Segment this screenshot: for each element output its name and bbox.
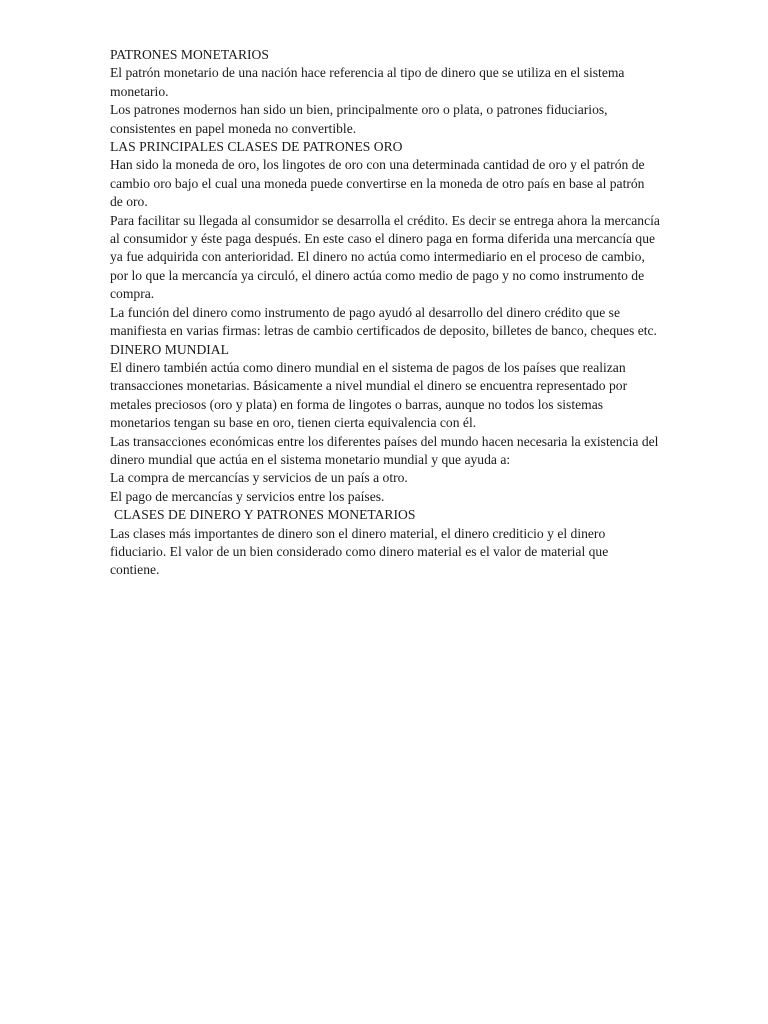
paragraph: El patrón monetario de una nación hace referencia al tipo de dinero que se utiliza en el sistema monetario. [110,65,625,99]
heading-patrones-monetarios: PATRONES MONETARIOS [110,47,269,62]
paragraph: El pago de mercancías y servicios entre los países. [110,488,385,504]
paragraph: La función del dinero como instrumento de pago ayudó al desarrollo del dinero crédito que se manifiesta en varias firmas: letras de cambio certificados de deposito, billetes de banco, cheques etc. [110,304,657,339]
paragraph: Para facilitar su llegada al consumidor se desarrolla el crédito. Es decir se entrega ahora la mercancía al consumidor y éste paga después. En este caso el dinero paga en forma diferida una mercancía que ya fue adquirida con anterioridad. El dinero no actúa como intermediario en el proceso de cambio, por lo que la mercancía ya circuló, el dinero actúa como medio de pago y no como instrumento de compra. [110,212,660,302]
paragraph: La compra de mercancías y servicios de un país a otro. [110,470,408,486]
paragraph: Las clases más importantes de dinero son el dinero material, el dinero crediticio y el dinero fiduciario. El valor de un bien considerado como dinero material es el valor de material que contiene. [110,525,609,578]
paragraph: Han sido la moneda de oro, los lingotes de oro con una determinada cantidad de oro y el patrón de cambio oro bajo el cual una moneda puede convertirse en la moneda de otro país en base al patrón de oro. [110,157,645,210]
heading-dinero-mundial: DINERO MUNDIAL [110,341,229,357]
paragraph: Las transacciones económicas entre los diferentes países del mundo hacen necesaria la existencia del dinero mundial que actúa en el sistema monetario mundial y que ayuda a: [110,433,659,467]
heading-clases-patrones-oro: LAS PRINCIPALES CLASES DE PATRONES ORO [110,139,403,155]
heading-clases-dinero: CLASES DE DINERO Y PATRONES MONETARIOS [114,507,416,523]
document-page [110,46,660,580]
paragraph: Los patrones modernos han sido un bien, principalmente oro o plata, o patrones fiduciarios, consistentes en papel moneda no convertible. [110,102,608,136]
paragraph: El dinero también actúa como dinero mundial en el sistema de pagos de los países que realizan transacciones monetarias. Básicamente a nivel mundial el dinero se encuentra representado por metales preciosos (oro y plata) en forma de lingotes o barras, aunque no todos los sistemas monetarios tengan su base en oro, tienen cierta equivalencia con él. [110,359,628,431]
